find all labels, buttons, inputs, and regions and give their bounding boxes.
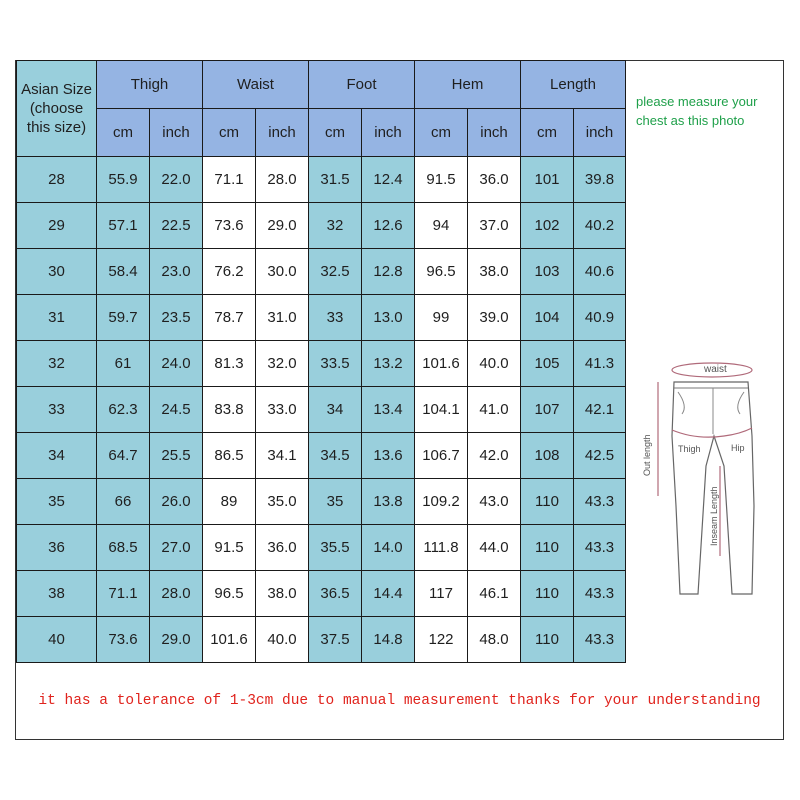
measurement-cell: 24.0 (150, 341, 203, 387)
size-cell: 30 (17, 249, 97, 295)
measurement-cell: 104.1 (415, 387, 468, 433)
thigh-label: Thigh (678, 444, 701, 454)
size-cell: 36 (17, 525, 97, 571)
measurement-cell: 101.6 (203, 617, 256, 663)
unit-header: cm (309, 109, 362, 157)
measurement-cell: 23.0 (150, 249, 203, 295)
measurement-cell: 14.4 (362, 571, 415, 617)
out-length-label: Out length (642, 434, 652, 476)
measurement-cell: 13.2 (362, 341, 415, 387)
measurement-cell: 59.7 (97, 295, 150, 341)
unit-header: cm (415, 109, 468, 157)
table-row (17, 571, 626, 617)
measurement-cell: 61 (97, 341, 150, 387)
size-label-line-3: this size) (26, 119, 87, 136)
unit-header: cm (97, 109, 150, 157)
measurement-cell: 12.6 (362, 203, 415, 249)
size-cell: 34 (17, 433, 97, 479)
measurement-cell: 27.0 (150, 525, 203, 571)
measurement-cell: 43.3 (574, 525, 626, 571)
measurement-cell: 76.2 (203, 249, 256, 295)
measurement-cell: 43.3 (574, 571, 626, 617)
measurement-cell: 83.8 (203, 387, 256, 433)
measurement-cell: 96.5 (203, 571, 256, 617)
measurement-cell: 13.8 (362, 479, 415, 525)
measurement-cell: 35 (309, 479, 362, 525)
measurement-cell: 55.9 (97, 157, 150, 203)
measurement-cell: 94 (415, 203, 468, 249)
measurement-cell: 24.5 (150, 387, 203, 433)
waist-header: Waist (203, 61, 309, 109)
size-label-line-2: (choose (29, 100, 84, 117)
unit-header: inch (574, 109, 626, 157)
measurement-cell: 103 (521, 249, 574, 295)
measurement-cell: 25.5 (150, 433, 203, 479)
measurement-cell: 28.0 (256, 157, 309, 203)
measurement-cell: 30.0 (256, 249, 309, 295)
measurement-cell: 86.5 (203, 433, 256, 479)
measurement-cell: 34 (309, 387, 362, 433)
measurement-cell: 66 (97, 479, 150, 525)
measurement-cell: 13.6 (362, 433, 415, 479)
measurement-cell: 110 (521, 571, 574, 617)
measurement-cell: 42.5 (574, 433, 626, 479)
unit-header: inch (362, 109, 415, 157)
measurement-cell: 12.4 (362, 157, 415, 203)
measurement-cell: 35.5 (309, 525, 362, 571)
inseam-length-label: Inseam Length (709, 486, 719, 546)
waist-label: waist (704, 364, 727, 375)
measurement-cell: 91.5 (203, 525, 256, 571)
hem-header: Hem (415, 61, 521, 109)
measurement-cell: 23.5 (150, 295, 203, 341)
measurement-cell: 22.0 (150, 157, 203, 203)
table-row (17, 525, 626, 571)
measurement-cell: 81.3 (203, 341, 256, 387)
foot-header: Foot (309, 61, 415, 109)
measurement-cell: 37.0 (468, 203, 521, 249)
measurement-cell: 58.4 (97, 249, 150, 295)
measurement-cell: 68.5 (97, 525, 150, 571)
table-row (17, 617, 626, 663)
measurement-cell: 32.5 (309, 249, 362, 295)
measure-note: please measure your chest as this photo (636, 94, 758, 128)
size-cell: 40 (17, 617, 97, 663)
measurement-cell: 110 (521, 525, 574, 571)
measurement-cell: 33.5 (309, 341, 362, 387)
measurement-cell: 34.5 (309, 433, 362, 479)
measurement-cell: 110 (521, 479, 574, 525)
measurement-cell: 33 (309, 295, 362, 341)
table-row (17, 295, 626, 341)
measurement-cell: 89 (203, 479, 256, 525)
measurement-cell: 39.8 (574, 157, 626, 203)
table-row (17, 341, 626, 387)
table-row (17, 249, 626, 295)
length-header: Length (521, 61, 626, 109)
measurement-cell: 73.6 (203, 203, 256, 249)
size-chart-table (16, 60, 626, 663)
table-row (17, 157, 626, 203)
size-cell: 28 (17, 157, 97, 203)
asian-size-header (17, 61, 97, 157)
measurement-cell: 31.5 (309, 157, 362, 203)
measurement-cell: 91.5 (415, 157, 468, 203)
size-cell: 31 (17, 295, 97, 341)
hip-label: Hip (731, 443, 745, 453)
tolerance-footer: it has a tolerance of 1-3cm due to manual measurement thanks for your understanding (38, 693, 761, 709)
measurement-cell: 42.1 (574, 387, 626, 433)
measurement-cell: 101 (521, 157, 574, 203)
measurement-cell: 40.2 (574, 203, 626, 249)
measurement-cell: 108 (521, 433, 574, 479)
measurement-cell: 33.0 (256, 387, 309, 433)
measurement-cell: 35.0 (256, 479, 309, 525)
measurement-cell: 78.7 (203, 295, 256, 341)
table-row (17, 387, 626, 433)
measurement-cell: 38.0 (256, 571, 309, 617)
measurement-cell: 40.0 (468, 341, 521, 387)
measurement-cell: 106.7 (415, 433, 468, 479)
table-row (17, 479, 626, 525)
measurement-cell: 29.0 (256, 203, 309, 249)
measurement-cell: 57.1 (97, 203, 150, 249)
measurement-cell: 13.4 (362, 387, 415, 433)
measurement-cell: 64.7 (97, 433, 150, 479)
measurement-cell: 96.5 (415, 249, 468, 295)
size-label-line-1: Asian Size (21, 81, 92, 98)
measurement-cell: 43.3 (574, 617, 626, 663)
measurement-cell: 32.0 (256, 341, 309, 387)
unit-row (17, 109, 626, 157)
measurement-cell: 62.3 (97, 387, 150, 433)
size-cell: 35 (17, 479, 97, 525)
measurement-cell: 41.0 (468, 387, 521, 433)
size-cell: 33 (17, 387, 97, 433)
unit-header: inch (468, 109, 521, 157)
measurement-cell: 39.0 (468, 295, 521, 341)
measurement-cell: 40.9 (574, 295, 626, 341)
measurement-cell: 110 (521, 617, 574, 663)
measurement-cell: 31.0 (256, 295, 309, 341)
measurement-cell: 122 (415, 617, 468, 663)
measurement-cell: 34.1 (256, 433, 309, 479)
measurement-cell: 109.2 (415, 479, 468, 525)
thigh-header: Thigh (97, 61, 203, 109)
measurement-cell: 111.8 (415, 525, 468, 571)
unit-header: inch (150, 109, 203, 157)
measurement-cell: 44.0 (468, 525, 521, 571)
size-rows (17, 157, 626, 663)
measurement-cell: 36.0 (256, 525, 309, 571)
measurement-cell: 40.6 (574, 249, 626, 295)
unit-header: cm (203, 109, 256, 157)
measurement-cell: 71.1 (203, 157, 256, 203)
measurement-cell: 29.0 (150, 617, 203, 663)
measurement-cell: 107 (521, 387, 574, 433)
measurement-cell: 36.0 (468, 157, 521, 203)
hip-thigh-measure-line (672, 428, 752, 437)
measurement-cell: 102 (521, 203, 574, 249)
size-cell: 32 (17, 341, 97, 387)
measurement-cell: 99 (415, 295, 468, 341)
measurement-cell: 43.0 (468, 479, 521, 525)
unit-header: inch (256, 109, 309, 157)
measurement-cell: 13.0 (362, 295, 415, 341)
measurement-cell: 48.0 (468, 617, 521, 663)
measurement-cell: 71.1 (97, 571, 150, 617)
measurement-cell: 32 (309, 203, 362, 249)
measurement-cell: 41.3 (574, 341, 626, 387)
size-cell: 29 (17, 203, 97, 249)
pockets (678, 392, 744, 414)
measurement-cell: 37.5 (309, 617, 362, 663)
unit-header: cm (521, 109, 574, 157)
measurement-cell: 42.0 (468, 433, 521, 479)
measurement-cell: 73.6 (97, 617, 150, 663)
measurement-cell: 22.5 (150, 203, 203, 249)
measurement-cell: 14.8 (362, 617, 415, 663)
table-row (17, 433, 626, 479)
measurement-cell: 28.0 (150, 571, 203, 617)
measurement-cell: 117 (415, 571, 468, 617)
measurement-cell: 43.3 (574, 479, 626, 525)
measurement-cell: 101.6 (415, 341, 468, 387)
size-cell: 38 (17, 571, 97, 617)
measurement-cell: 46.1 (468, 571, 521, 617)
table-row (17, 203, 626, 249)
measurement-cell: 12.8 (362, 249, 415, 295)
measurement-cell: 40.0 (256, 617, 309, 663)
measurement-cell: 104 (521, 295, 574, 341)
measurement-cell: 105 (521, 341, 574, 387)
measurement-cell: 26.0 (150, 479, 203, 525)
pants-measurement-diagram (636, 356, 766, 601)
measurement-cell: 38.0 (468, 249, 521, 295)
measurement-cell: 14.0 (362, 525, 415, 571)
measurement-cell: 36.5 (309, 571, 362, 617)
